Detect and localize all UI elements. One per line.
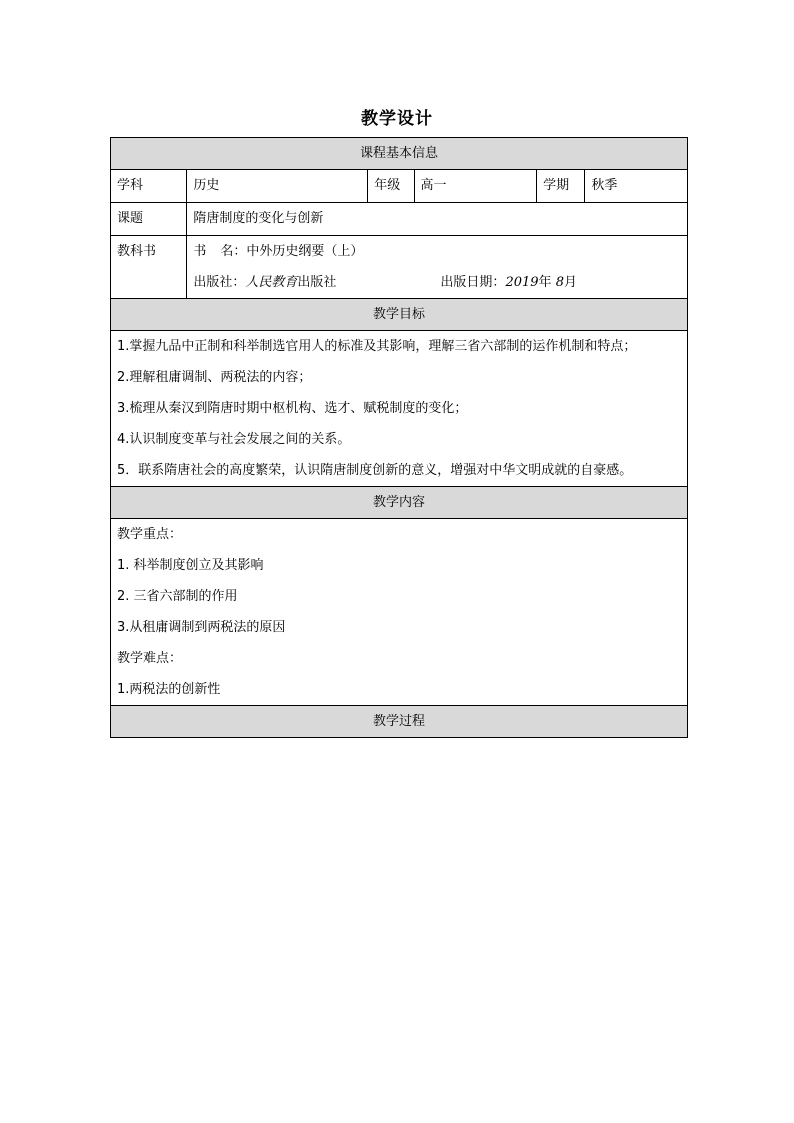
basic-info-row — [111, 170, 688, 203]
book-name-value: 中外历史纲要（上） — [246, 244, 364, 259]
key-point-item: 1. 科举制度创立及其影响 — [117, 558, 264, 573]
document-title: 教学设计 — [361, 109, 433, 129]
subject-label: 学科 — [111, 170, 187, 203]
publisher-label: 出版社： — [193, 275, 246, 290]
section-header-row — [111, 487, 688, 519]
section-header-row — [111, 138, 688, 170]
publication-date — [440, 275, 577, 290]
textbook-details — [187, 236, 688, 299]
textbook-label: 教科书 — [117, 244, 157, 259]
objectives-row — [111, 331, 688, 487]
lesson-plan-table — [110, 137, 688, 738]
difficult-points-label: 教学难点： — [117, 651, 183, 666]
objectives-list — [111, 331, 688, 487]
grade-value: 高一 — [414, 170, 537, 203]
subject-value: 历史 — [187, 170, 368, 203]
objective-item: 5．联系隋唐社会的高度繁荣，认识隋唐制度创新的意义，增强对中华文明成就的自豪感。 — [117, 463, 633, 478]
section-process: 教学过程 — [111, 706, 688, 738]
pub-year: 2019 — [505, 275, 539, 290]
content-row — [111, 519, 688, 706]
book-name-label-1: 书 — [193, 244, 207, 259]
pub-month: 8 — [555, 275, 564, 290]
key-point-item: 2. 三省六部制的作用 — [117, 589, 238, 604]
pub-year-unit: 年 — [538, 275, 552, 290]
section-content: 教学内容 — [111, 487, 688, 519]
publisher-line — [193, 267, 687, 298]
book-name-line — [193, 236, 687, 267]
section-basic-info: 课程基本信息 — [111, 138, 688, 170]
objective-item: 2.理解租庸调制、两税法的内容； — [117, 370, 312, 385]
topic-value: 隋唐制度的变化与创新 — [187, 203, 688, 236]
publisher — [193, 275, 336, 290]
objective-item: 3.梳理从秦汉到隋唐时期中枢机构、选才、赋税制度的变化； — [117, 401, 468, 416]
difficult-point-item: 1.两税法的创新性 — [117, 682, 221, 697]
section-header-row — [111, 299, 688, 331]
pub-date-label: 出版日期： — [440, 275, 506, 290]
content-list — [111, 519, 688, 706]
section-header-row — [111, 706, 688, 738]
topic-row — [111, 203, 688, 236]
topic-label: 课题 — [111, 203, 187, 236]
grade-label: 年级 — [368, 170, 414, 203]
objective-item: 4.认识制度变革与社会发展之间的关系。 — [117, 432, 351, 447]
key-points-label: 教学重点： — [117, 527, 183, 542]
term-value: 秋季 — [585, 170, 688, 203]
publisher-italic: 人民教育 — [245, 275, 298, 290]
objective-item: 1.掌握九品中正制和科举制选官用人的标准及其影响，理解三省六部制的运作机制和特点； — [117, 339, 637, 354]
publisher-rest: 出版社 — [297, 275, 337, 290]
key-point-item: 3.从租庸调制到两税法的原因 — [117, 620, 286, 635]
book-name-label-2: 名： — [220, 244, 247, 259]
pub-month-unit: 月 — [563, 275, 577, 290]
section-objectives: 教学目标 — [111, 299, 688, 331]
term-label: 学期 — [537, 170, 585, 203]
textbook-row — [111, 236, 688, 299]
